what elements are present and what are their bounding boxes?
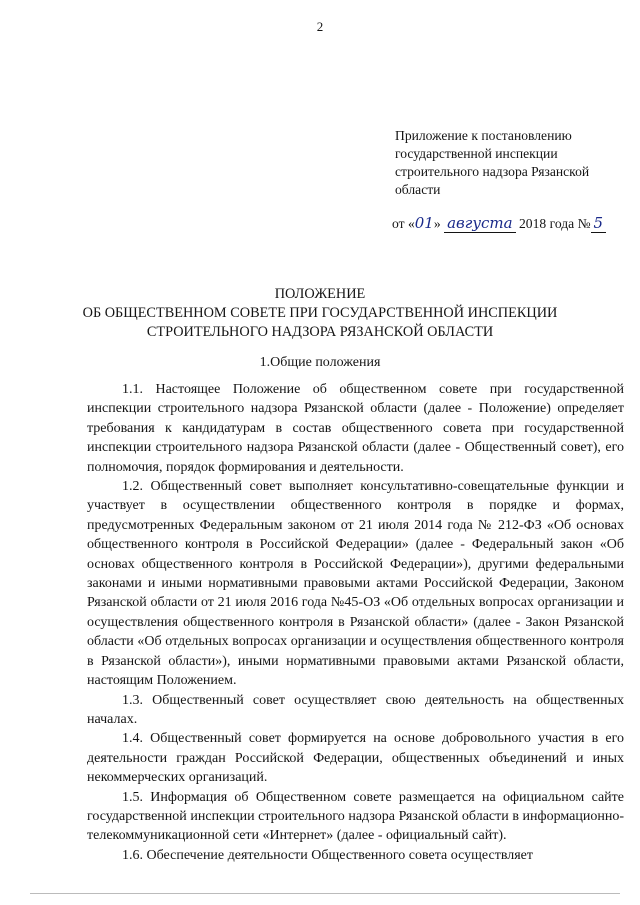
appendix-line: Приложение к постановлению	[395, 128, 572, 143]
page-number: 2	[316, 19, 324, 34]
month-blank	[444, 215, 516, 233]
paragraph: 1.2. Общественный совет выполняет консультативно-совещательные функции и участвует в осуществлении общественного контроля в порядке и формах, предусмотренных Федеральным законом от 21 июля 2014 года № 212-ФЗ «Об основах общественного контроля в Российской Федерации» (далее - Федеральный закон «Об основах общественного контроля в Российской Федерации»), другими федеральными законами и иными нормативными правовыми актами Российской Федерации, Законом Рязанской области от 21 июля 2016 года №45-ОЗ «Об отдельных вопросах организации и осуществления общественного контроля в Рязанской области» (далее - Закон Рязанской области «Об отдельных вопросах организации и осуществления общественного контроля в Рязанской области»), иными нормативными правовыми актами Рязанской области, настоящим Положением.	[87, 479, 624, 689]
number-blank	[591, 215, 607, 233]
paragraph: 1.4. Общественный совет формируется на основе добровольного участия в его деятельности граждан Российской Федерации, общественных объединений и иных некоммерческих организаций.	[87, 731, 624, 786]
appendix-block	[395, 127, 625, 199]
date-prefix: от «	[392, 216, 415, 231]
appendix-line: области	[395, 182, 441, 197]
footer-divider	[30, 893, 620, 894]
document-body	[87, 380, 624, 865]
paragraph: 1.5. Информация об Общественном совете размещается на официальном сайте государственной инспекции строительного надзора Рязанской области в информационно-телекоммуникационной сети «Интернет» (далее - официальный сайт).	[87, 789, 624, 844]
title-line: ОБ ОБЩЕСТВЕННОМ СОВЕТЕ ПРИ ГОСУДАРСТВЕННОЙ ИНСПЕКЦИИ	[82, 305, 558, 321]
decree-date-line	[392, 214, 632, 233]
document-title	[0, 285, 640, 342]
appendix-line: государственной инспекции	[395, 146, 558, 161]
paragraph: 1.6. Обеспечение деятельности Общественного совета осуществляет	[122, 847, 534, 863]
date-year-text: 2018 года №	[519, 216, 591, 231]
date-mid: »	[433, 216, 441, 231]
title-line: СТРОИТЕЛЬНОГО НАДЗОРА РЯЗАНСКОЙ ОБЛАСТИ	[146, 324, 494, 340]
paragraph: 1.1. Настоящее Положение об общественном совете при государственной инспекции строительного надзора Рязанской области (далее - Положение) определяет требования к кандидатурам в состав общественного совета при государственной инспекции строительного надзора Рязанской области (далее - Общественный совет), его полномочия, порядок формирования и деятельности.	[87, 382, 624, 475]
handwritten-day: 01	[414, 214, 434, 232]
section-heading: 1.Общие положения	[259, 355, 381, 370]
handwritten-number: 5	[593, 214, 604, 232]
paragraph: 1.3. Общественный совет осуществляет свою деятельность на общественных началах.	[87, 692, 624, 727]
appendix-line: строительного надзора Рязанской	[395, 164, 590, 179]
title-line: ПОЛОЖЕНИЕ	[274, 286, 366, 302]
handwritten-month: августа	[447, 214, 513, 232]
